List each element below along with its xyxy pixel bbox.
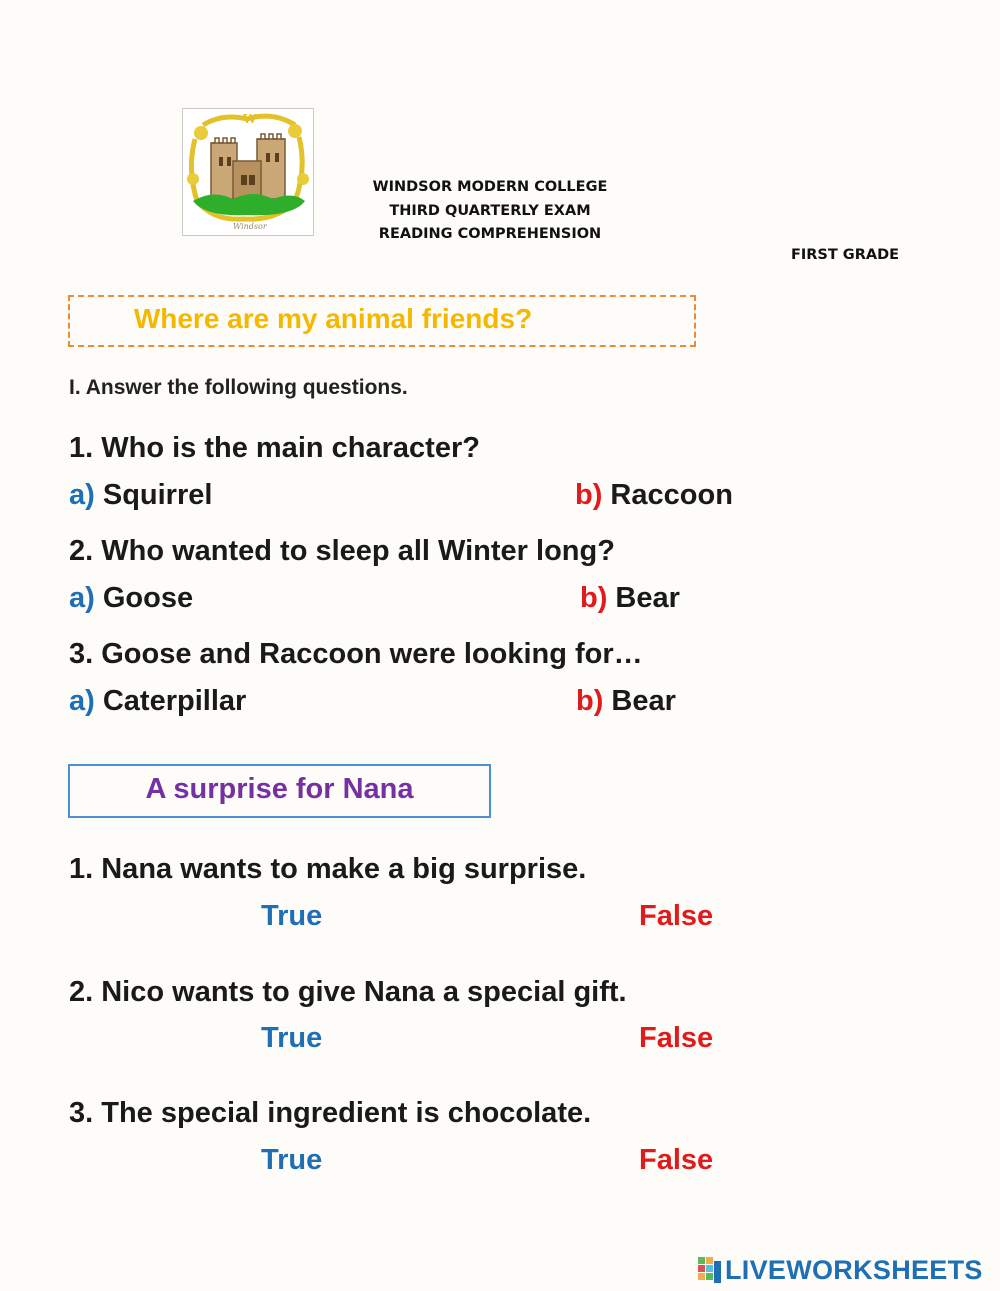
statement-1: 1. Nana wants to make a big surprise.: [69, 853, 587, 885]
option-text: Squirrel: [94, 479, 213, 511]
svg-text:W: W: [243, 112, 257, 126]
option-letter: a): [69, 582, 95, 614]
option-text: Bear: [607, 582, 680, 614]
option-letter: a): [69, 479, 95, 511]
option-letter: b): [576, 685, 604, 717]
logo-caption: Windsor: [233, 222, 267, 231]
s3-false-option[interactable]: False: [639, 1144, 714, 1176]
grade-label: FIRST GRADE: [790, 247, 900, 263]
school-logo: [182, 108, 314, 236]
section2-title: A surprise for Nana: [145, 773, 414, 805]
brand-name: LIVEWORKSHEETS: [725, 1255, 983, 1285]
liveworksheets-logo-icon: [698, 1257, 722, 1285]
s1-true-option[interactable]: True: [261, 900, 323, 932]
s3-true-option[interactable]: True: [261, 1144, 323, 1176]
subject-name: READING COMPREHENSION: [378, 226, 602, 242]
instruction-text: I. Answer the following questions.: [69, 376, 408, 399]
option-letter: a): [69, 685, 95, 717]
liveworksheets-brand[interactable]: [698, 1255, 983, 1286]
option-text: Bear: [603, 685, 676, 717]
question-2: 2. Who wanted to sleep all Winter long?: [69, 535, 615, 567]
s1-false-option[interactable]: False: [639, 900, 714, 932]
option-letter: b): [580, 582, 608, 614]
option-text: Raccoon: [602, 479, 733, 511]
option-letter: b): [575, 479, 603, 511]
s2-true-option[interactable]: True: [261, 1022, 323, 1054]
statement-2: 2. Nico wants to give Nana a special gift.: [69, 976, 627, 1008]
s2-false-option[interactable]: False: [639, 1022, 714, 1054]
q3-option-b[interactable]: [576, 685, 676, 718]
exam-header: [330, 176, 650, 247]
statement-3: 3. The special ingredient is chocolate.: [69, 1097, 592, 1129]
option-text: Caterpillar: [94, 685, 247, 717]
story-title: Where are my animal friends?: [133, 303, 533, 334]
q3-option-a[interactable]: [69, 685, 246, 718]
school-name: WINDSOR MODERN COLLEGE: [372, 179, 608, 195]
q1-option-b[interactable]: [575, 479, 733, 512]
q2-option-b[interactable]: [580, 582, 680, 615]
q1-option-a[interactable]: [69, 479, 212, 512]
castle-crest-icon: [183, 109, 313, 235]
question-1: 1. Who is the main character?: [69, 432, 480, 464]
exam-name: THIRD QUARTERLY EXAM: [389, 202, 591, 219]
option-text: Goose: [94, 582, 194, 614]
question-3: 3. Goose and Raccoon were looking for…: [69, 638, 643, 670]
q2-option-a[interactable]: [69, 582, 193, 615]
